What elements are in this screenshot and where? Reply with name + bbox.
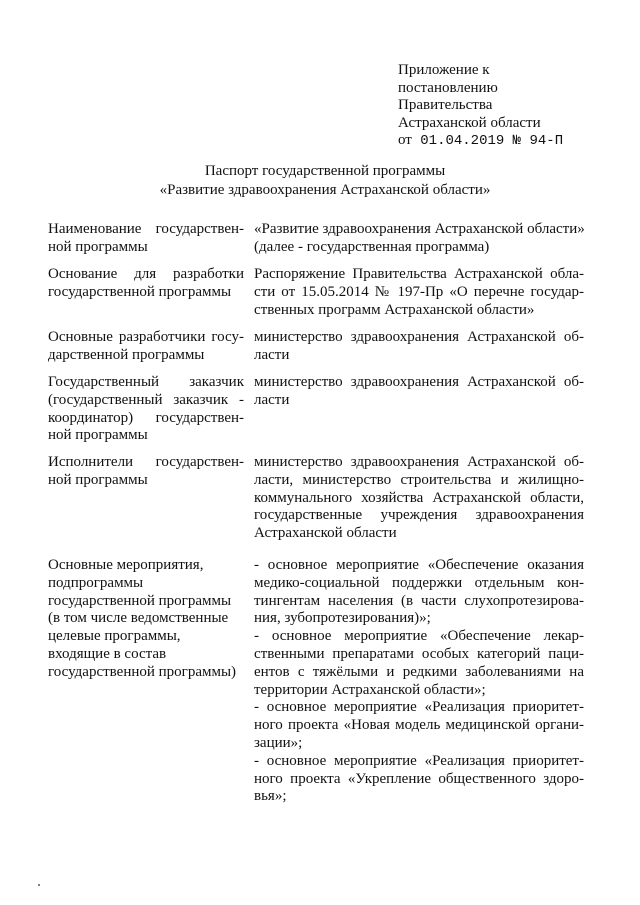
label-line: (государственный заказчик - <box>48 391 244 408</box>
row-label <box>48 266 244 302</box>
value-line: медико-социальной поддержки отдельным кон- <box>254 574 584 591</box>
value-line: - основное мероприятие «Обеспечение оказания <box>254 557 584 573</box>
value-line: - основное мероприятие «Реализация приоритет- <box>254 699 584 716</box>
row-value <box>254 329 584 365</box>
value-line: «Развитие здравоохранения Астраханской области» <box>254 221 585 237</box>
row-label <box>48 557 244 682</box>
value-line: территории Астраханской области»; <box>254 681 486 698</box>
title-line-2: «Развитие здравоохранения Астраханской области» <box>159 182 491 198</box>
value-line: ственными препаратами особых категорий паци- <box>254 645 584 662</box>
value-line: министерство здравоохранения Астраханской об- <box>254 329 584 345</box>
row-value <box>254 557 584 806</box>
appendix-line: Правительства <box>398 97 493 113</box>
label-line: дарственной программы <box>48 346 205 363</box>
row-value <box>254 454 584 543</box>
label-line: Государственный заказчик <box>48 374 244 390</box>
label-line: Основание для разработки <box>48 266 244 282</box>
row-label <box>48 454 244 490</box>
date-prefix: от <box>398 132 412 148</box>
label-line: ной программы <box>48 471 148 488</box>
row-value <box>254 221 584 257</box>
title-line-1: Паспорт государственной программы <box>204 163 446 179</box>
value-line: Распоряжение Правительства Астраханской обла- <box>254 266 584 282</box>
label-line: целевые программы, <box>48 628 181 645</box>
document-title <box>0 162 640 200</box>
value-line: Астраханской области <box>254 525 397 542</box>
value-line: ного проекта «Укрепление общественного здоро- <box>254 770 584 787</box>
label-line: государственной программы) <box>48 663 237 680</box>
label-line: государственной программы <box>48 283 232 300</box>
value-line: зации»; <box>254 734 303 751</box>
appendix-line: Приложение к <box>398 62 490 78</box>
label-line: (в том числе ведомственные <box>48 610 229 627</box>
value-line: (далее - государственная программа) <box>254 238 490 255</box>
value-line: ласти <box>254 346 290 363</box>
value-line: - основное мероприятие «Обеспечение лекар- <box>254 628 584 645</box>
label-line: государственной программы <box>48 592 232 609</box>
value-line: вья»; <box>254 788 287 805</box>
label-line: Исполнители государствен- <box>48 454 244 470</box>
label-line: Основные разработчики госу- <box>48 329 244 345</box>
label-line: Основные мероприятия, <box>48 557 204 573</box>
value-line: ласти, министерство строительства и жилищно- <box>254 471 584 488</box>
value-line: ентов с тяжёлыми и редкими заболеваниями на <box>254 663 584 680</box>
value-line: государственные учреждения здравоохранения <box>254 507 584 524</box>
appendix-date <box>398 132 563 151</box>
scan-speck <box>38 884 40 886</box>
value-line: ственных программ Астраханской области» <box>254 301 535 318</box>
label-line: координатор) государствен- <box>48 409 244 426</box>
label-line: ной программы <box>48 427 148 444</box>
value-line: тингентам населения (в части слухопротезирова- <box>254 592 584 609</box>
label-line: входящие в состав <box>48 645 167 662</box>
value-line: ного проекта «Новая модель медицинской органи- <box>254 717 584 734</box>
value-line: ния, зубопротезирования)»; <box>254 610 431 627</box>
value-line: ласти <box>254 391 290 408</box>
row-label <box>48 329 244 365</box>
appendix-note <box>398 62 563 151</box>
row-value <box>254 266 584 319</box>
appendix-line: постановлению <box>398 79 498 96</box>
label-line: Наименование государствен- <box>48 221 244 237</box>
row-value <box>254 374 584 410</box>
value-line: министерство здравоохранения Астраханской об- <box>254 454 584 470</box>
value-line: министерство здравоохранения Астраханской об- <box>254 374 584 390</box>
value-line: - основное мероприятие «Реализация приоритет- <box>254 752 584 769</box>
value-line: коммунального хозяйства Астраханской области, <box>254 489 584 506</box>
appendix-line: Астраханской области <box>398 114 541 131</box>
label-line: ной программы <box>48 238 148 255</box>
value-line: сти от 15.05.2014 № 197-Пр «О перечне государ- <box>254 283 584 300</box>
date-value: 01.04.2019 № 94-П <box>420 133 564 149</box>
row-label <box>48 374 244 445</box>
row-label <box>48 221 244 257</box>
label-line: подпрограммы <box>48 574 144 591</box>
